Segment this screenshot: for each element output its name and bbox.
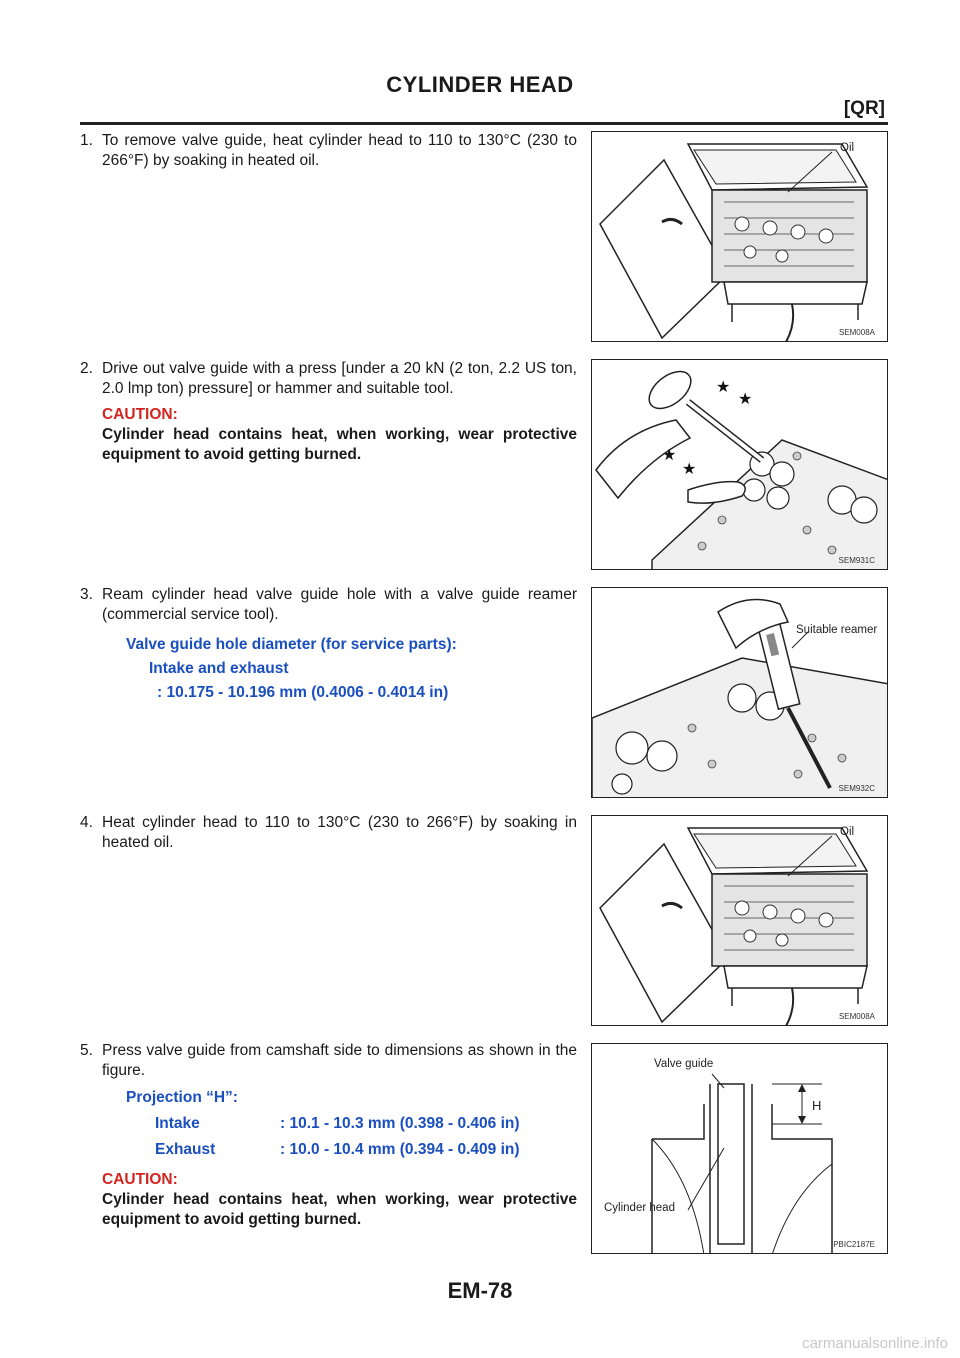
- figure-label-valve-guide: Valve guide: [654, 1058, 714, 1070]
- spec-title: Projection “H”:: [126, 1089, 238, 1106]
- figure-code: SEM008A: [838, 328, 875, 337]
- spec-subtitle: Intake and exhaust: [149, 660, 289, 677]
- reamer-illustration: [592, 588, 888, 798]
- figure-code: PBIC2187E: [833, 1240, 875, 1249]
- figure-label: Oil: [840, 142, 855, 154]
- step-text: Ream cylinder head valve guide hole with a valve guide reamer (commercial service tool).: [102, 586, 577, 623]
- figure-code: SEM932C: [838, 784, 875, 793]
- step-number: 2.: [80, 360, 93, 377]
- figure-oil-bath: [591, 815, 888, 1026]
- step-number: 5.: [80, 1042, 93, 1059]
- step-text: Press valve guide from camshaft side to dimensions as shown in the figure.: [102, 1042, 577, 1079]
- watermark: carmanualsonline.info: [802, 1335, 948, 1352]
- step-2: [80, 359, 577, 465]
- page-number: EM-78: [447, 1278, 513, 1303]
- spec-row-value: : 10.1 - 10.3 mm (0.398 - 0.406 in): [280, 1115, 520, 1132]
- figure-code: SEM008A: [838, 1012, 875, 1021]
- spec-row-value: : 10.0 - 10.4 mm (0.394 - 0.409 in): [280, 1141, 520, 1158]
- hammer-illustration: [592, 360, 888, 570]
- step-number: 3.: [80, 586, 93, 603]
- header-rule: [80, 122, 888, 125]
- step-3: [80, 585, 577, 625]
- svg-text:★: ★: [662, 447, 677, 464]
- figure-valve-guide: [591, 1043, 888, 1254]
- step-4: [80, 813, 577, 853]
- figure-label: Oil: [840, 826, 855, 838]
- step-5: [80, 1041, 577, 1081]
- step-1: [80, 131, 577, 171]
- caution-title: CAUTION:: [102, 1171, 178, 1188]
- spec-row-label: Intake: [155, 1115, 200, 1132]
- valve-guide-illustration: [592, 1044, 888, 1254]
- caution-text: Cylinder head contains heat, when working, wear protective equipment to avoid getting burned.: [102, 426, 577, 463]
- step-text: Drive out valve guide with a press [under a 20 kN (2 ton, 2.2 US ton, 2.0 lmp ton) pressure] or hammer and suitable tool.: [102, 360, 577, 397]
- step-text: Heat cylinder head to 110 to 130°C (230 to 266°F) by soaking in heated oil.: [102, 814, 577, 851]
- svg-text:★: ★: [738, 391, 753, 408]
- oil-bath-illustration: [592, 132, 888, 342]
- svg-text:★: ★: [682, 461, 697, 478]
- figure-reamer: [591, 587, 888, 798]
- spec-row-label: Exhaust: [155, 1141, 216, 1158]
- page-title: CYLINDER HEAD: [386, 72, 574, 97]
- figure-label: Suitable reamer: [796, 624, 878, 636]
- figure-oil-bath: [591, 131, 888, 342]
- spec-title: Valve guide hole diameter (for service parts):: [126, 636, 457, 653]
- step-text: To remove valve guide, heat cylinder head to 110 to 130°C (230 to 266°F) by soaking in heated oil.: [102, 132, 577, 169]
- step-number: 4.: [80, 814, 93, 831]
- step-5-caution: [80, 1164, 577, 1230]
- figure-label-cylinder-head: Cylinder head: [604, 1202, 675, 1214]
- section-tag: [QR]: [843, 98, 885, 119]
- spec-value: : 10.175 - 10.196 mm (0.4006 - 0.4014 in): [157, 684, 449, 701]
- caution-text: Cylinder head contains heat, when working, wear protective equipment to avoid getting burned.: [102, 1191, 577, 1228]
- svg-text:★: ★: [716, 379, 731, 396]
- figure-code: SEM931C: [838, 556, 875, 565]
- figure-label-h: H: [812, 1098, 822, 1113]
- figure-hammer: [591, 359, 888, 570]
- oil-bath-illustration: [592, 816, 888, 1026]
- step-number: 1.: [80, 132, 93, 149]
- caution-title: CAUTION:: [102, 406, 178, 423]
